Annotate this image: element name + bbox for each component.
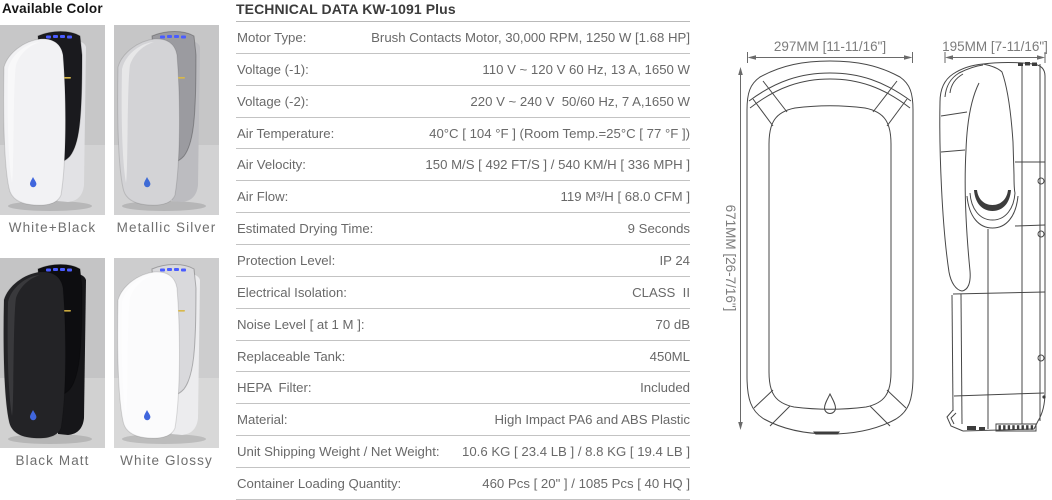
spec-label: Air Temperature: xyxy=(237,125,335,141)
hand-dryer-illustration xyxy=(0,25,105,215)
spec-row xyxy=(236,436,690,468)
product-card xyxy=(114,25,219,236)
front-width-dimension-label: 297MM [11-11/16"] xyxy=(773,39,887,54)
spec-value: 220 V ~ 240 V 50/60 Hz, 7 A,1650 W xyxy=(470,93,690,109)
spec-label: Noise Level [ at 1 M ]: xyxy=(237,316,365,332)
product-photo xyxy=(0,258,105,448)
spec-label: Replaceable Tank: xyxy=(237,348,346,364)
base-tab xyxy=(813,432,840,435)
spec-value: 40°C [ 104 °F ] (Room Temp.=25°C [ 77 °F ]) xyxy=(429,125,690,141)
spec-label: Voltage (-2): xyxy=(237,93,309,109)
spec-label: Motor Type: xyxy=(237,29,307,45)
product-photo xyxy=(114,258,219,448)
sensor-light xyxy=(178,310,185,312)
spec-row xyxy=(236,245,690,277)
spec-value: High Impact PA6 and ABS Plastic xyxy=(494,412,690,428)
sensor-light xyxy=(64,77,71,79)
spec-value: Included xyxy=(640,380,690,396)
spec-value: 450ML xyxy=(649,348,690,364)
product-card xyxy=(0,25,105,236)
spec-value: 9 Seconds xyxy=(627,221,690,237)
spec-row xyxy=(236,118,690,150)
spec-row xyxy=(236,468,690,500)
product-color-label: White Glossy xyxy=(120,453,213,468)
spec-label: Air Flow: xyxy=(237,189,289,205)
product-color-label: White+Black xyxy=(8,220,97,235)
spec-label: Container Loading Quantity: xyxy=(237,475,402,491)
spec-label: Estimated Drying Time: xyxy=(237,221,374,237)
spec-row xyxy=(236,181,690,213)
spec-row xyxy=(236,86,690,118)
dimension-labels xyxy=(723,39,1048,311)
spec-value: 460 Pcs [ 20" ] / 1085 Pcs [ 40 HQ ] xyxy=(482,475,690,491)
spec-value: 150 M/S [ 492 FT/S ] / 540 KM/H [ 336 MPH ] xyxy=(425,157,690,173)
spec-label: Unit Shipping Weight / Net Weight: xyxy=(237,444,440,460)
spec-row xyxy=(236,54,690,86)
spec-row xyxy=(236,309,690,341)
available-colors-heading: Available Color xyxy=(2,1,103,16)
side-view-drawing xyxy=(940,62,1046,431)
technical-data-table xyxy=(236,0,690,500)
spec-label: Protection Level: xyxy=(237,252,336,268)
spec-value: 110 V ~ 120 V 60 Hz, 13 A, 1650 W xyxy=(482,61,690,77)
spec-label: Air Velocity: xyxy=(237,157,306,173)
spec-value: IP 24 xyxy=(659,252,690,268)
spec-value: 70 dB xyxy=(655,316,690,332)
product-card xyxy=(0,258,105,469)
technical-drawing xyxy=(700,0,1052,500)
spec-value: 10.6 KG [ 23.4 LB ] / 8.8 KG [ 19.4 LB ] xyxy=(462,444,690,460)
spec-label: HEPA Filter: xyxy=(237,380,312,396)
spec-value: Brush Contacts Motor, 30,000 RPM, 1250 W [1.68 HP] xyxy=(371,29,690,45)
spec-row xyxy=(236,341,690,373)
table-title: TECHNICAL DATA KW-1091 Plus xyxy=(236,0,690,22)
hand-dryer-illustration xyxy=(0,258,105,448)
spec-label: Electrical Isolation: xyxy=(237,284,347,300)
product-photo xyxy=(0,25,105,215)
product-color-label: Metallic Silver xyxy=(116,220,217,235)
spec-label: Material: xyxy=(237,412,288,428)
spec-value: CLASS II xyxy=(632,284,690,300)
hand-dryer-illustration xyxy=(114,25,219,215)
table-rows xyxy=(236,22,690,500)
spec-row xyxy=(236,213,690,245)
sensor-light xyxy=(64,310,71,312)
screw-hole xyxy=(1038,178,1044,184)
product-photo xyxy=(114,25,219,215)
spec-label: Voltage (-1): xyxy=(237,61,309,77)
hand-dryer-illustration xyxy=(114,258,219,448)
product-grid xyxy=(0,25,219,469)
screw-hole xyxy=(1038,355,1044,361)
sensor-light xyxy=(178,77,185,79)
front-view-drawing xyxy=(747,61,913,435)
available-colors-section xyxy=(0,0,228,500)
dimension-drawings-section xyxy=(700,0,1052,500)
product-card xyxy=(114,258,219,469)
spec-value: 119 M³/H [ 68.0 CFM ] xyxy=(560,189,690,205)
spec-row xyxy=(236,372,690,404)
spec-row xyxy=(236,149,690,181)
height-dimension-label: 671MM [26-7/16"] xyxy=(723,204,738,312)
droplet-outline-icon xyxy=(825,394,836,414)
spec-row xyxy=(236,22,690,54)
product-color-label: Black Matt xyxy=(15,453,90,468)
side-depth-dimension-label: 195MM [7-11/16"] xyxy=(942,39,1048,54)
screw-hole xyxy=(1038,231,1044,237)
spec-row xyxy=(236,277,690,309)
spec-row xyxy=(236,404,690,436)
